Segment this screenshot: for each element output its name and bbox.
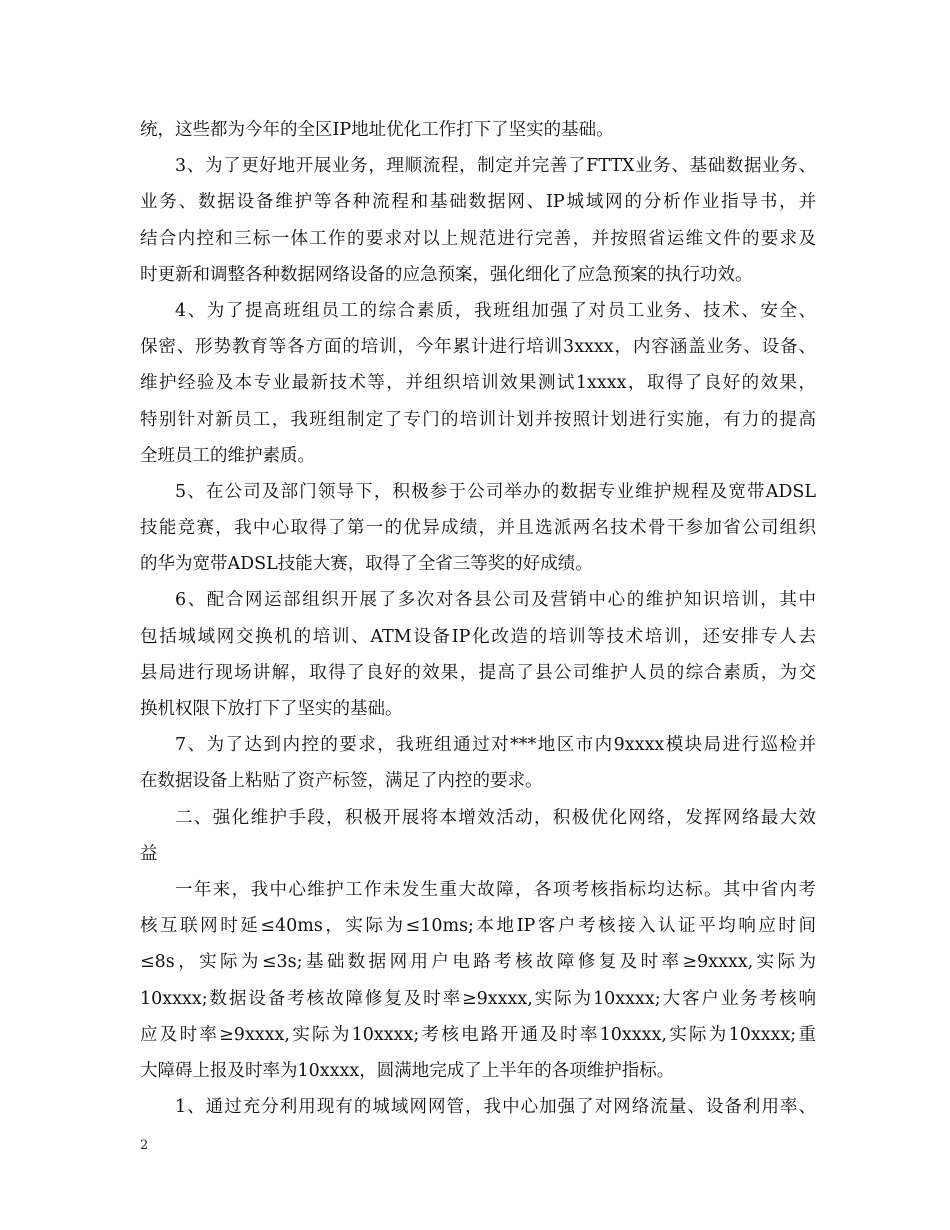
text-line: 换机权限下放打下了坚实的基础。 — [140, 699, 403, 719]
text-line: 包括城域网交换机的培训、ATM设备IP化改造的培训等技术培训，还安排专人去 — [140, 626, 816, 647]
text-line: 3、为了更好地开展业务，理顺流程，制定并完善了FTTX业务、基础数据业务、 — [175, 156, 816, 177]
text-line: 保密、形势教育等各方面的培训，今年累计进行培训3xxxx，内容涵盖业务、设备、 — [140, 337, 816, 358]
text-line: 在数据设备上粘贴了资产标签，满足了内控的要求。 — [140, 771, 543, 792]
text-line: 大障碍上报及时率为10xxxx，圆满地完成了上半年的各项维护指标。 — [140, 1060, 675, 1081]
text-line: 统，这些都为今年的全区IP地址优化工作打下了坚实的基础。 — [140, 120, 614, 140]
text-line: 时更新和调整各种数据网络设备的应急预案，强化细化了应急预案的执行功效。 — [140, 264, 753, 285]
text-line: ≤8s，实际为≤3s;基础数据网用户电路考核故障修复及时率≥9xxxx,实际为 — [140, 952, 816, 973]
text-line: 10xxxx;数据设备考核故障修复及时率≥9xxxx,实际为10xxxx;大客户业务考核响 — [140, 988, 816, 1009]
document-body — [140, 112, 816, 1125]
text-line: 一年来，我中心维护工作未发生重大故障，各项考核指标均达标。其中省内考 — [175, 879, 816, 900]
text-line: 业务、数据设备维护等各种流程和基础数据网、IP城域网的分析作业指导书，并 — [140, 192, 816, 213]
text-line: 5、在公司及部门领导下，积极参于公司举办的数据专业维护规程及宽带ADSL — [175, 481, 816, 502]
text-line: 二、强化维护手段，积极开展将本增效活动，积极优化网络，发挥网络最大效 — [175, 807, 816, 828]
text-line: 7、为了达到内控的要求，我班组通过对***地区市内9xxxx模块局进行巡检并 — [175, 735, 816, 756]
text-line: 益 — [140, 843, 158, 864]
text-line: 的华为宽带ADSL技能大赛，取得了全省三等奖的好成绩。 — [140, 554, 593, 575]
text-line: 技能竞赛，我中心取得了第一的优异成绩，并且选派两名技术骨干参加省公司组织 — [140, 518, 816, 539]
text-line: 维护经验及本专业最新技术等，并组织培训效果测试1xxxx，取得了良好的效果， — [140, 373, 816, 394]
text-line: 全班员工的维护素质。 — [140, 445, 315, 466]
text-line: 县局进行现场讲解，取得了良好的效果，提高了县公司维护人员的综合素质，为交 — [140, 662, 816, 683]
text-line: 4、为了提高班组员工的综合素质，我班组加强了对员工业务、技术、安全、 — [175, 300, 816, 321]
text-line: 特别针对新员工，我班组制定了专门的培训计划并按照计划进行实施，有力的提高 — [140, 409, 816, 430]
text-line: 应及时率≥9xxxx,实际为10xxxx;考核电路开通及时率10xxxx,实际为10xxxx;重 — [140, 1024, 816, 1045]
text-line: 1、通过充分利用现有的城域网网管，我中心加强了对网络流量、设备利用率、 — [175, 1097, 816, 1118]
page-number: 2 — [140, 1138, 149, 1153]
text-line: 结合内控和三标一体工作的要求对以上规范进行完善，并按照省运维文件的要求及 — [140, 228, 816, 249]
text-line: 6、配合网运部组织开展了多次对各县公司及营销中心的维护知识培训，其中 — [175, 590, 816, 611]
text-line: 核互联网时延≤40ms，实际为≤10ms;本地IP客户考核接入认证平均响应时间 — [140, 916, 816, 937]
